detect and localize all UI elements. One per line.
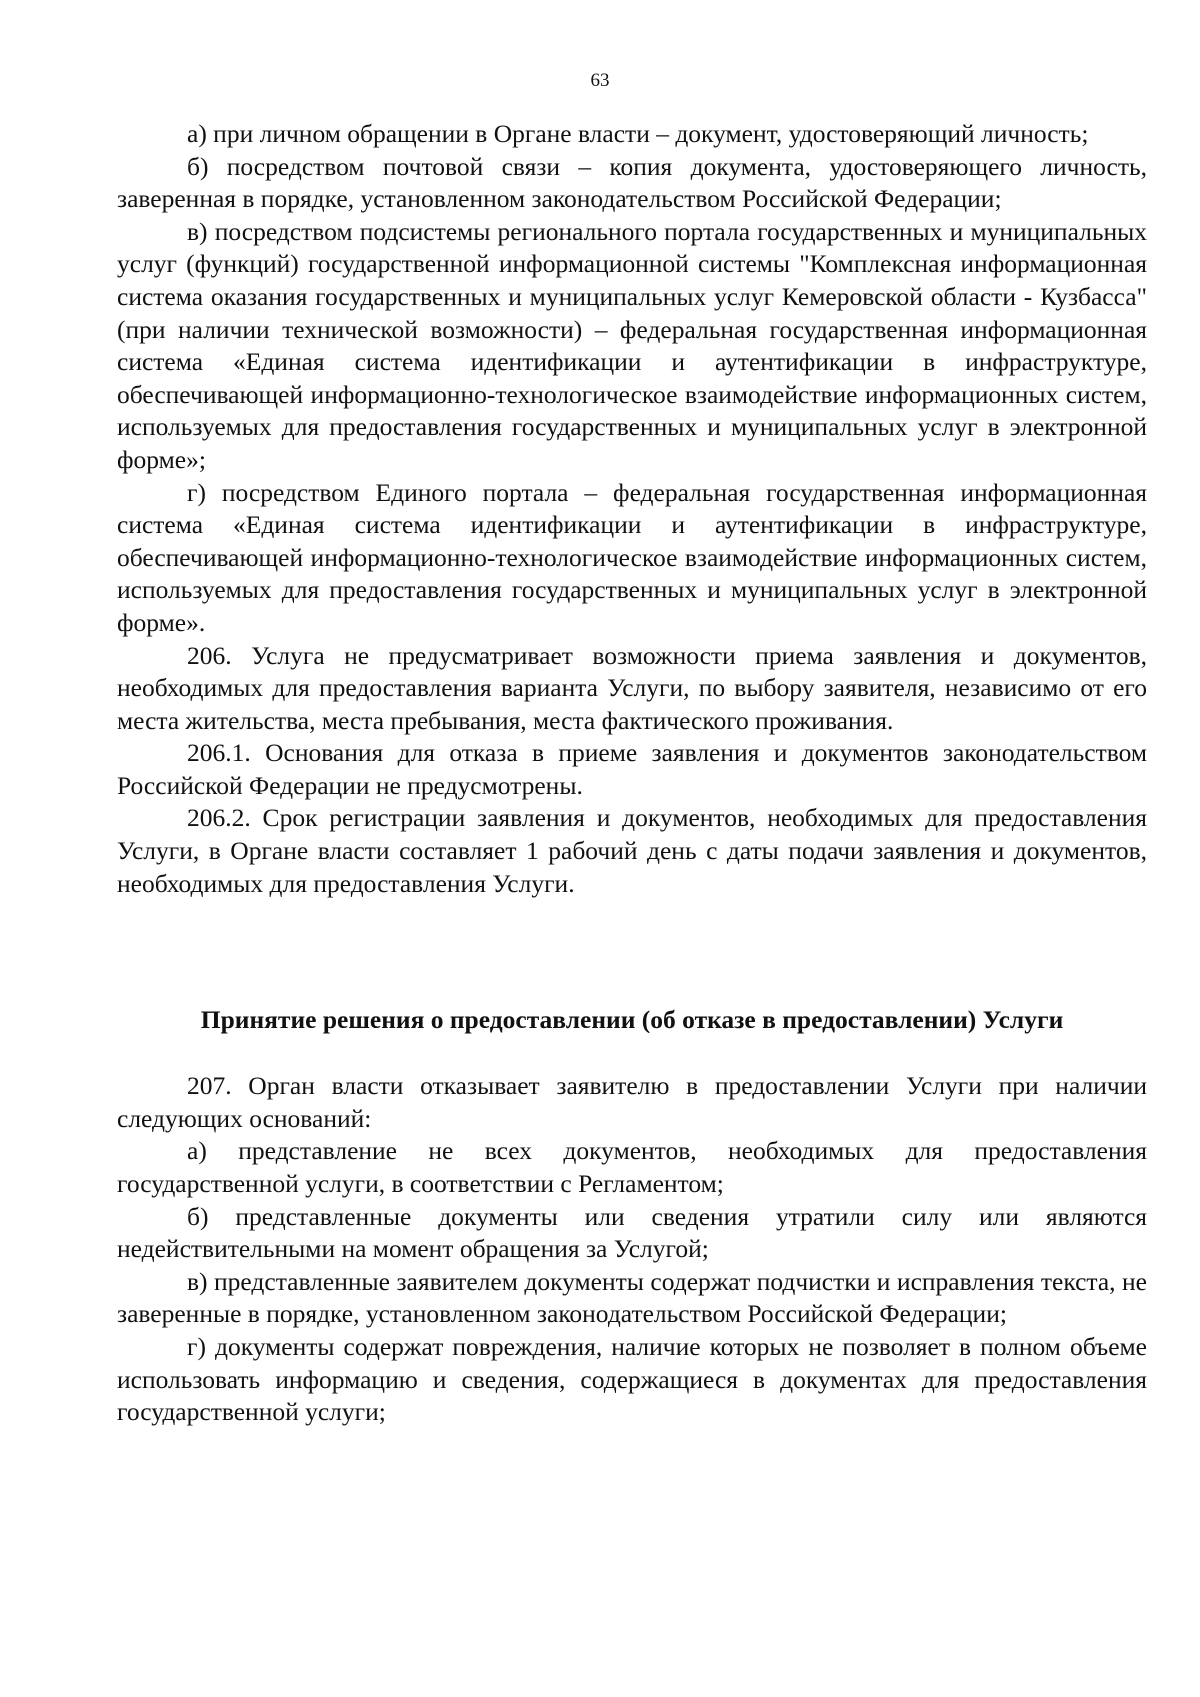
paragraph-207-b: б) представленные документы или сведения утратили силу или являются недействительными на момент обращения за Услугой; bbox=[117, 1201, 1147, 1264]
paragraph-206-1: 206.1. Основания для отказа в приеме заявления и документов законодательством Российской Федерации не предусмотрены. bbox=[117, 738, 1147, 800]
page-number: 63 bbox=[590, 70, 610, 91]
paragraph-b-postal: б) посредством почтовой связи – копия документа, удостоверяющего личность, заверенная в порядке, установленном законодательством Российской Федерации; bbox=[117, 151, 1147, 214]
section-heading: Принятие решения о предоставлении (об отказе в предоставлении) Услуги bbox=[200, 1005, 1064, 1035]
paragraph-207: 207. Орган власти отказывает заявителю в предоставлении Услуги при наличии следующих оснований: bbox=[117, 1071, 1147, 1133]
paragraph-a-personal: а) при личном обращении в Органе власти – документ, удостоверяющий личность; bbox=[187, 119, 1089, 148]
paragraph-g-unified-portal: г) посредством Единого портала – федеральная государственная информационная система «Единая система идентификации и аутентификации в инфраструктуре, обеспечивающей информационно-технологическое взаимодействие информационных систем, используемых для предоставления государственных и муниципальных услуг в электронной форме». bbox=[117, 477, 1147, 637]
paragraph-206-2: 206.2. Срок регистрации заявления и документов, необходимых для предоставления Услуги, в Органе власти составляет 1 рабочий день с даты подачи заявления и документов, необходимых для предоставления Услуги. bbox=[117, 803, 1147, 898]
paragraph-206: 206. Услуга не предусматривает возможности приема заявления и документов, необходимых для предоставления варианта Услуги, по выбору заявителя, независимо от его места жительства, места пребывания, места фактического проживания. bbox=[117, 640, 1147, 735]
paragraph-207-a: а) представление не всех документов, необходимых для предоставления государственной услуги, в соответствии с Регламентом; bbox=[117, 1136, 1147, 1199]
paragraph-207-v: в) представленные заявителем документы содержат подчистки и исправления текста, не заверенные в порядке, установленном законодательством Российской Федерации; bbox=[117, 1266, 1147, 1329]
document-body bbox=[117, 118, 1147, 1429]
paragraph-v-regional-portal: в) посредством подсистемы регионального портала государственных и муниципальных услуг (функций) государственной информационной системы "Комплексная информационная система оказания государственных и муниципальных услуг Кемеровской области - Кузбасса" (при наличии технической возможности) – федеральная государственная информационная система «Единая система идентификации и аутентификации в инфраструктуре, обеспечивающей информационно-технологическое взаимодействие информационных систем, используемых для предоставления государственных и муниципальных услуг в электронной форме»; bbox=[117, 216, 1147, 474]
paragraph-207-g: г) документы содержат повреждения, наличие которых не позволяет в полном объеме использовать информацию и сведения, содержащиеся в документах для предоставления государственной услуги; bbox=[117, 1332, 1147, 1427]
